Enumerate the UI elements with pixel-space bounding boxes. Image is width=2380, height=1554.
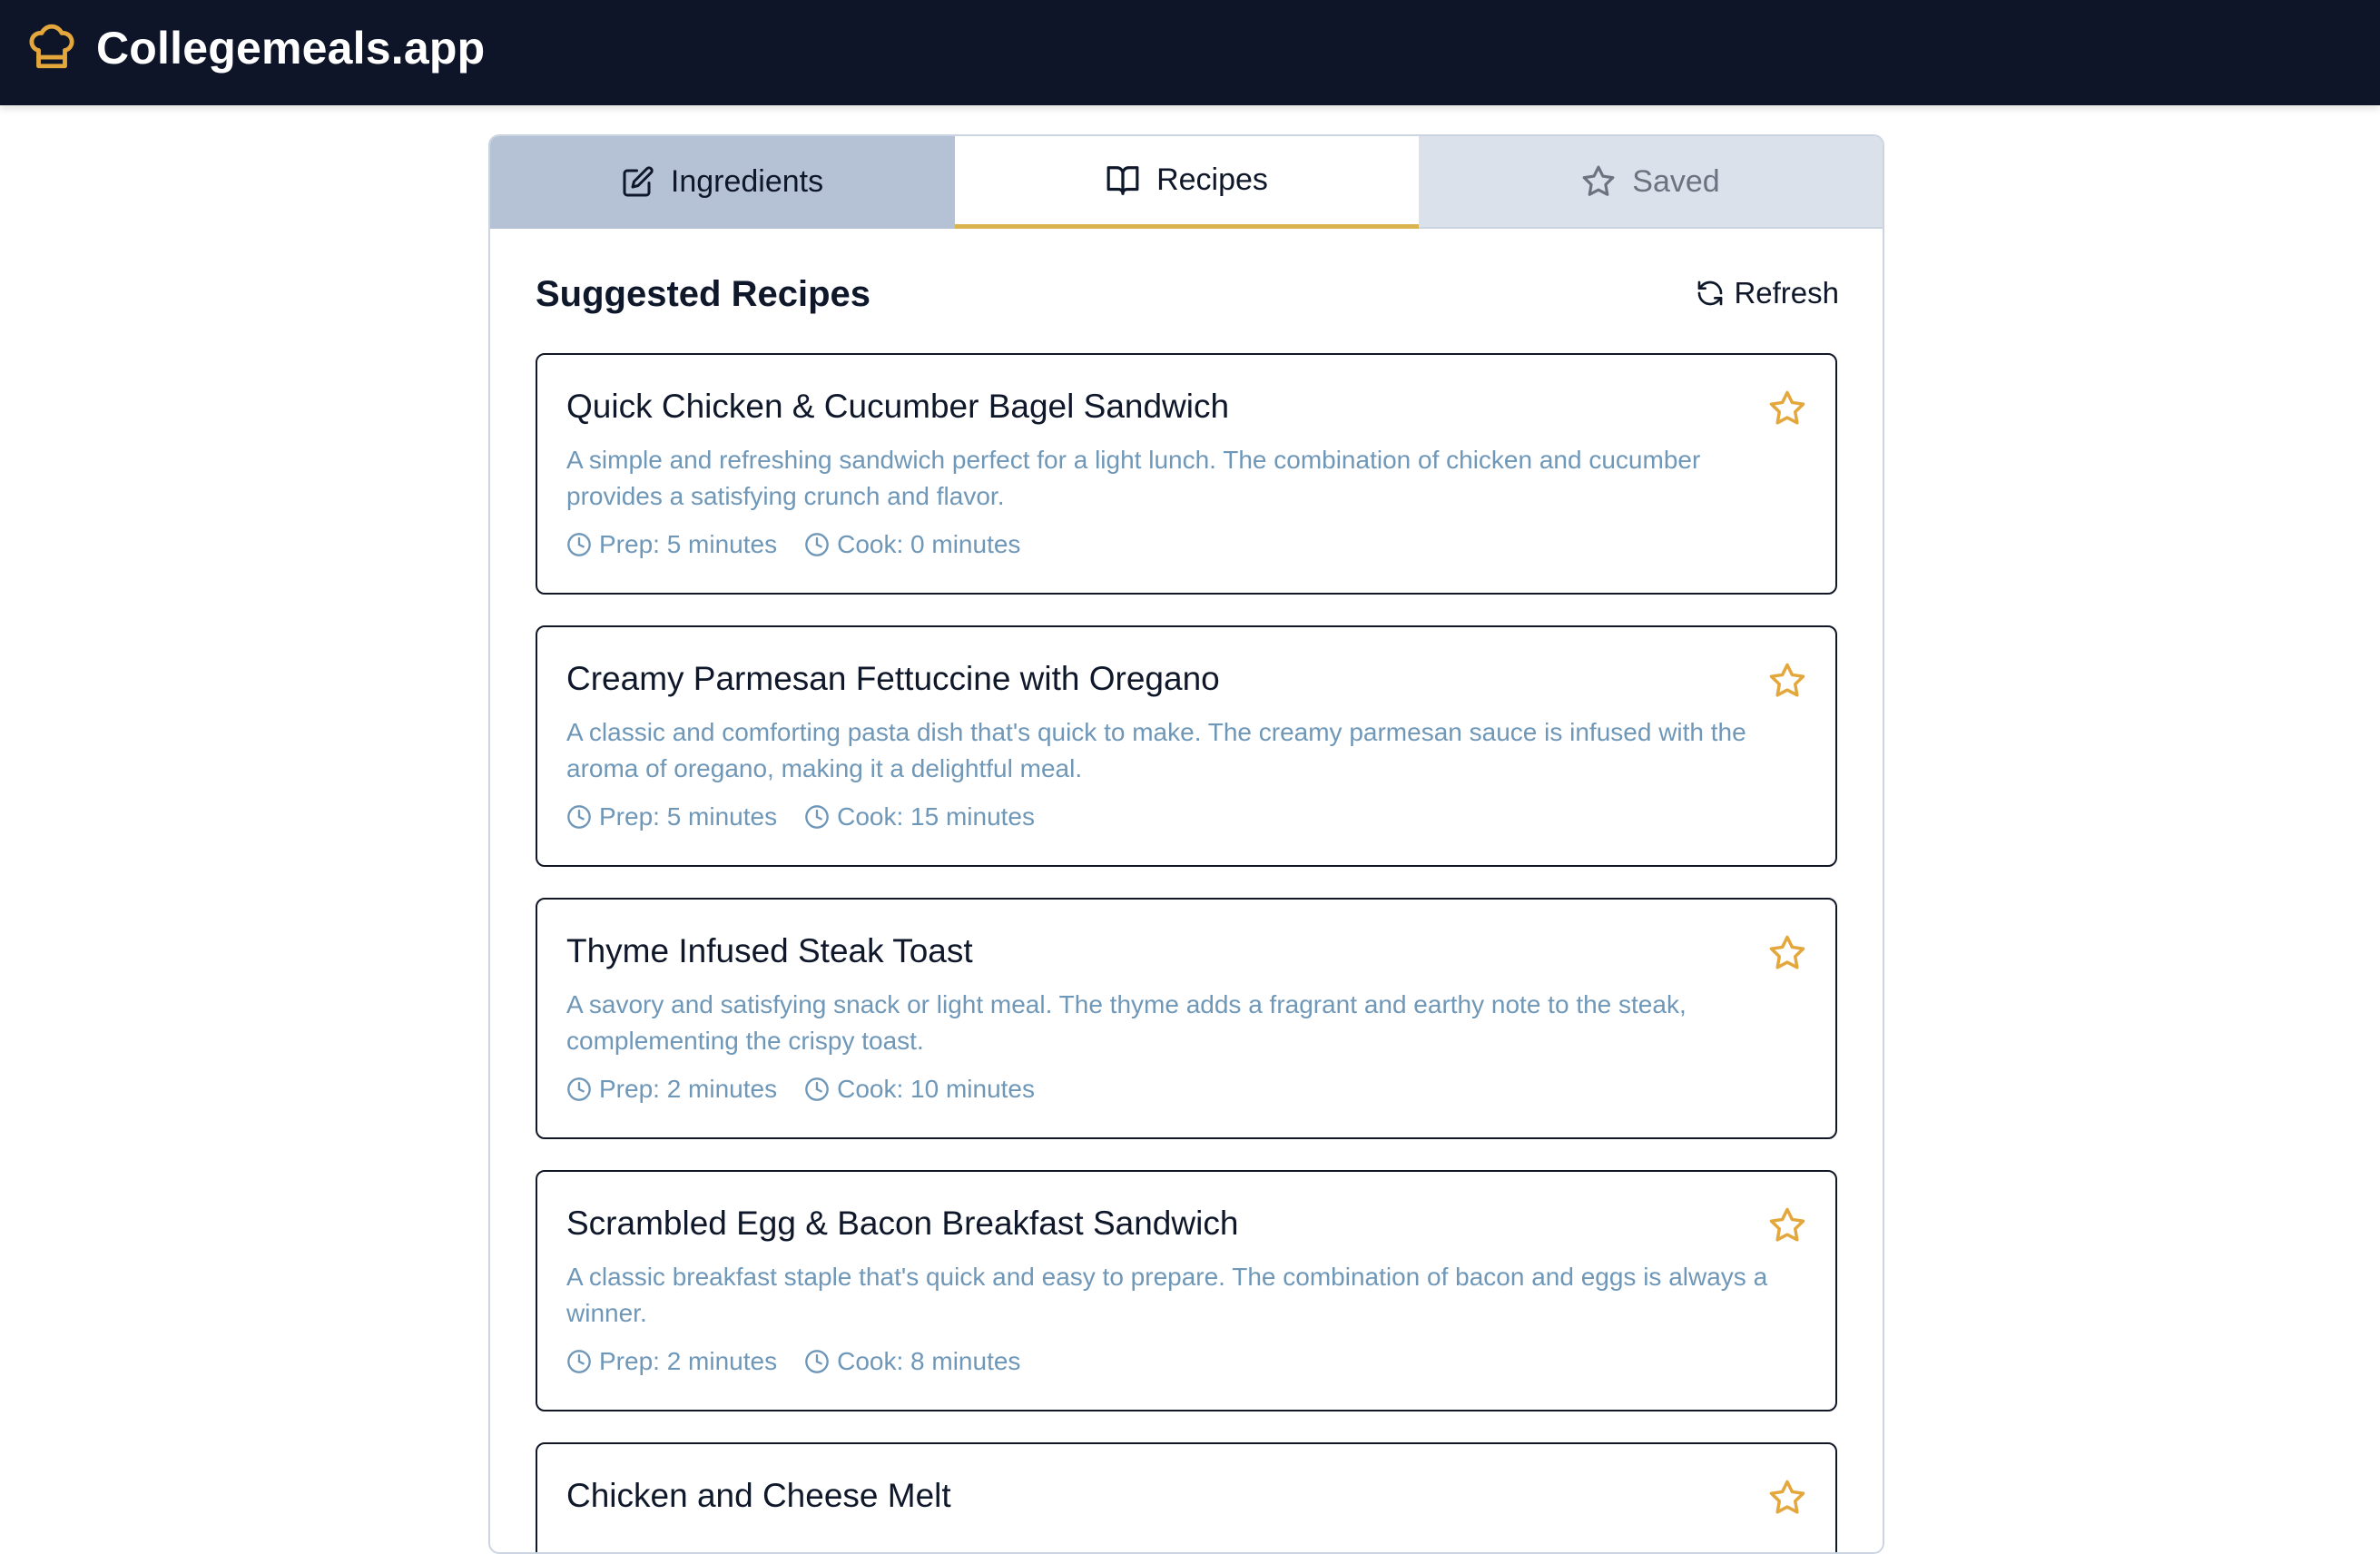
cook-time xyxy=(804,802,1035,831)
star-icon[interactable] xyxy=(1768,662,1806,700)
clock-icon xyxy=(804,1349,830,1374)
prep-time-label: Prep: 2 minutes xyxy=(599,1075,778,1103)
recipe-meta xyxy=(566,1075,1062,1104)
star-icon[interactable] xyxy=(1768,1206,1806,1244)
chef-hat-icon xyxy=(25,20,78,73)
recipe-meta xyxy=(566,802,1062,831)
recipe-card[interactable] xyxy=(536,1442,1837,1554)
cook-time-label: Cook: 0 minutes xyxy=(837,530,1021,558)
cook-time-label: Cook: 8 minutes xyxy=(837,1347,1021,1375)
refresh-label: Refresh xyxy=(1734,276,1839,310)
recipe-title: Thyme Infused Steak Toast xyxy=(566,932,973,969)
recipe-title: Scrambled Egg & Bacon Breakfast Sandwich xyxy=(566,1205,1239,1242)
recipe-meta xyxy=(566,530,1047,559)
recipe-title: Creamy Parmesan Fettuccine with Oregano xyxy=(566,660,1220,697)
tab-saved-label: Saved xyxy=(1632,163,1720,199)
recipe-description: A savory and satisfying snack or light meal. The thyme adds a fragrant and earthy note to the steak, complementing the crispy toast. xyxy=(566,990,1687,1055)
star-icon[interactable] xyxy=(1768,389,1806,428)
edit-icon xyxy=(622,165,654,198)
prep-time xyxy=(566,1347,777,1376)
prep-time-label: Prep: 5 minutes xyxy=(599,530,778,558)
tab-recipes-label: Recipes xyxy=(1156,162,1268,197)
cook-time xyxy=(804,1075,1035,1104)
clock-icon xyxy=(566,1349,592,1374)
prep-time xyxy=(566,530,777,559)
recipe-title: Quick Chicken & Cucumber Bagel Sandwich xyxy=(566,388,1230,425)
recipe-card[interactable] xyxy=(536,898,1837,1139)
app-name[interactable]: Collegemeals.app xyxy=(96,23,486,74)
recipe-card[interactable] xyxy=(536,353,1837,595)
prep-time xyxy=(566,1075,777,1104)
recipe-description: A classic breakfast staple that's quick and easy to prepare. The combination of bacon and eggs is always a winner. xyxy=(566,1263,1768,1327)
clock-icon xyxy=(804,804,830,830)
prep-time-label: Prep: 2 minutes xyxy=(599,1347,778,1375)
refresh-button[interactable] xyxy=(1696,276,1839,310)
clock-icon xyxy=(804,1077,830,1102)
tab-saved[interactable] xyxy=(1419,136,1883,229)
refresh-icon xyxy=(1696,279,1725,308)
tab-recipes[interactable] xyxy=(955,136,1419,229)
clock-icon xyxy=(566,1077,592,1102)
clock-icon xyxy=(566,532,592,557)
tab-bar xyxy=(490,136,1883,229)
recipe-title: Chicken and Cheese Melt xyxy=(566,1477,951,1514)
cook-time-label: Cook: 10 minutes xyxy=(837,1075,1035,1103)
recipe-description: A simple and refreshing sandwich perfect for a light lunch. The combination of chicken and cucumber provides a satisfying crunch and flavor. xyxy=(566,446,1701,510)
recipe-meta xyxy=(566,1347,1047,1376)
clock-icon xyxy=(566,804,592,830)
star-icon[interactable] xyxy=(1768,1479,1806,1517)
clock-icon xyxy=(804,532,830,557)
top-bar xyxy=(0,0,2380,105)
book-open-icon xyxy=(1106,163,1140,198)
recipe-card[interactable] xyxy=(536,1170,1837,1411)
star-icon xyxy=(1581,164,1616,199)
prep-time xyxy=(566,802,777,831)
cook-time-label: Cook: 15 minutes xyxy=(837,802,1035,831)
cook-time xyxy=(804,1347,1020,1376)
page-title: Suggested Recipes xyxy=(536,274,871,314)
recipe-card[interactable] xyxy=(536,625,1837,867)
prep-time-label: Prep: 5 minutes xyxy=(599,802,778,831)
star-icon[interactable] xyxy=(1768,934,1806,972)
tab-ingredients[interactable] xyxy=(490,136,955,229)
cook-time xyxy=(804,530,1020,559)
tab-ingredients-label: Ingredients xyxy=(670,163,824,199)
recipes-panel xyxy=(488,134,1884,1554)
recipe-description: A classic and comforting pasta dish that's quick to make. The creamy parmesan sauce is infused with the aroma of oregano, making it a delightful meal. xyxy=(566,718,1746,782)
